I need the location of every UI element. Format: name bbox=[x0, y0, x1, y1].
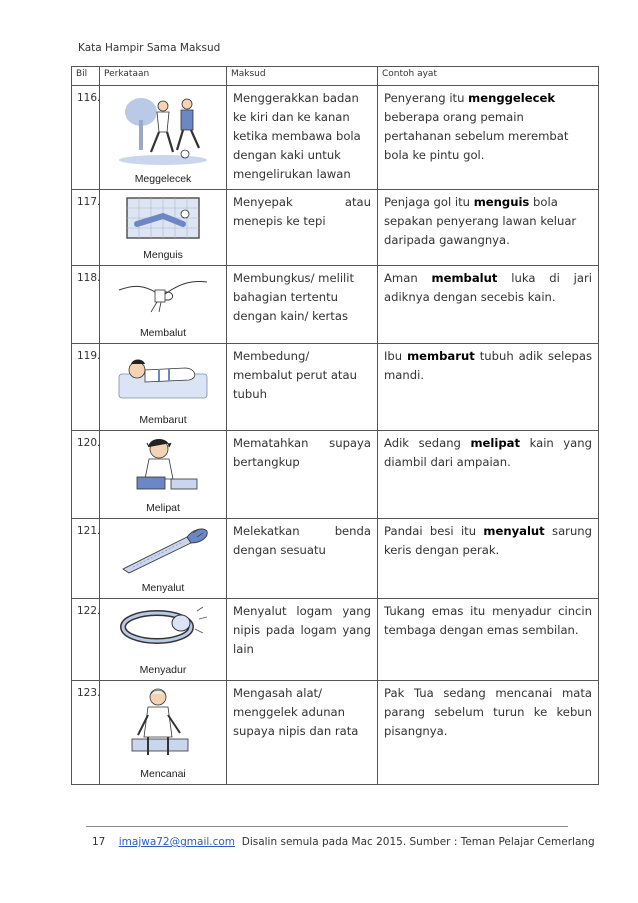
swaddled-child-icon bbox=[115, 348, 211, 406]
table-header-row bbox=[72, 67, 599, 86]
example-sentence: Adik sedang melipat kain yang diambil dari ampaian. bbox=[378, 431, 599, 519]
table-row bbox=[72, 190, 599, 266]
meaning-text: Mematahkan supaya bertangkup bbox=[227, 431, 378, 519]
row-number: 120. bbox=[72, 431, 100, 519]
word-caption: Meggelecek bbox=[134, 173, 192, 185]
column-header-contoh: Contoh ayat bbox=[378, 67, 599, 86]
word-picture-cell bbox=[100, 681, 227, 785]
ring-icon bbox=[115, 603, 211, 653]
word-picture-cell bbox=[100, 431, 227, 519]
meaning-text: Membedung/ membalut perut atau tubuh bbox=[227, 344, 378, 431]
table-row bbox=[72, 344, 599, 431]
column-header-perkataan: Perkataan bbox=[100, 67, 227, 86]
row-number: 117. bbox=[72, 190, 100, 266]
example-sentence: Pandai besi itu menyalut sarung keris dengan perak. bbox=[378, 519, 599, 599]
example-sentence: Ibu membarut tubuh adik selepas mandi. bbox=[378, 344, 599, 431]
table-row bbox=[72, 431, 599, 519]
word-picture-cell bbox=[100, 86, 227, 190]
word-picture-cell bbox=[100, 190, 227, 266]
column-header-maksud: Maksud bbox=[227, 67, 378, 86]
row-number: 119. bbox=[72, 344, 100, 431]
word-caption: Menyalut bbox=[141, 582, 185, 594]
vocabulary-table bbox=[71, 66, 599, 785]
table-row bbox=[72, 519, 599, 599]
meaning-text: Membungkus/ melilit bahagian tertentu dengan kain/ kertas bbox=[227, 266, 378, 344]
table-row bbox=[72, 266, 599, 344]
footer-note: Disalin semula pada Mac 2015. Sumber : Teman Pelajar Cemerlang bbox=[241, 836, 595, 848]
example-sentence: Tukang emas itu menyadur cincin tembaga dengan emas sembilan. bbox=[378, 599, 599, 681]
football-players-icon bbox=[113, 90, 213, 166]
word-picture-cell bbox=[100, 266, 227, 344]
example-sentence: Penjaga gol itu menguis bola sepakan penyerang lawan keluar daripada gawangnya. bbox=[378, 190, 599, 266]
girl-folding-cloth-icon bbox=[123, 435, 203, 495]
meaning-text: Menyalut logam yang nipis pada logam yang lain bbox=[227, 599, 378, 681]
keris-icon bbox=[113, 523, 213, 577]
table-row bbox=[72, 599, 599, 681]
example-sentence: Pak Tua sedang mencanai mata parang sebelum turun ke kebun pisangnya. bbox=[378, 681, 599, 785]
keyword: melipat bbox=[470, 436, 521, 450]
row-number: 118. bbox=[72, 266, 100, 344]
example-sentence: Aman membalut luka di jari adiknya dengan secebis kain. bbox=[378, 266, 599, 344]
word-caption: Menguis bbox=[143, 249, 183, 261]
keyword: membarut bbox=[407, 349, 475, 363]
keyword: menggelecek bbox=[468, 91, 556, 105]
column-header-bil: Bil bbox=[72, 67, 100, 86]
example-sentence: Penyerang itu menggelecek beberapa orang pemain pertahanan sebelum merembat bola ke pintu gol. bbox=[378, 86, 599, 190]
word-picture-cell bbox=[100, 519, 227, 599]
row-number: 123. bbox=[72, 681, 100, 785]
keyword: menguis bbox=[473, 195, 530, 209]
page-footer bbox=[92, 836, 595, 848]
word-caption: Membalut bbox=[139, 327, 187, 339]
word-picture-cell bbox=[100, 344, 227, 431]
goalkeeper-icon bbox=[119, 194, 207, 244]
table-row bbox=[72, 86, 599, 190]
word-caption: Melipat bbox=[146, 502, 180, 514]
word-caption: Membarut bbox=[139, 414, 187, 426]
meaning-text: Menggerakkan badan ke kiri dan ke kanan ketika membawa bola dengan kaki untuk mengelirukan lawan bbox=[227, 86, 378, 190]
row-number: 116. bbox=[72, 86, 100, 190]
meaning-text: Menyepak atau menepis ke tepi bbox=[227, 190, 378, 266]
row-number: 121. bbox=[72, 519, 100, 599]
meaning-text: Melekatkan benda dengan sesuatu bbox=[227, 519, 378, 599]
keyword: membalut bbox=[431, 271, 498, 285]
meaning-text: Mengasah alat/ menggelek adunan supaya nipis dan rata bbox=[227, 681, 378, 785]
page-number: 17 bbox=[92, 836, 106, 848]
word-picture-cell bbox=[100, 599, 227, 681]
footer-divider bbox=[86, 826, 568, 827]
table-row bbox=[72, 681, 599, 785]
bandaging-hands-icon bbox=[115, 270, 211, 314]
old-man-sharpening-icon bbox=[118, 685, 208, 761]
email-link[interactable]: imajwa72@gmail.com bbox=[118, 836, 236, 848]
word-caption: Menyadur bbox=[139, 664, 187, 676]
word-caption: Mencanai bbox=[140, 768, 186, 780]
page-header: Kata Hampir Sama Maksud bbox=[78, 42, 221, 54]
keyword: menyalut bbox=[483, 524, 545, 538]
row-number: 122. bbox=[72, 599, 100, 681]
